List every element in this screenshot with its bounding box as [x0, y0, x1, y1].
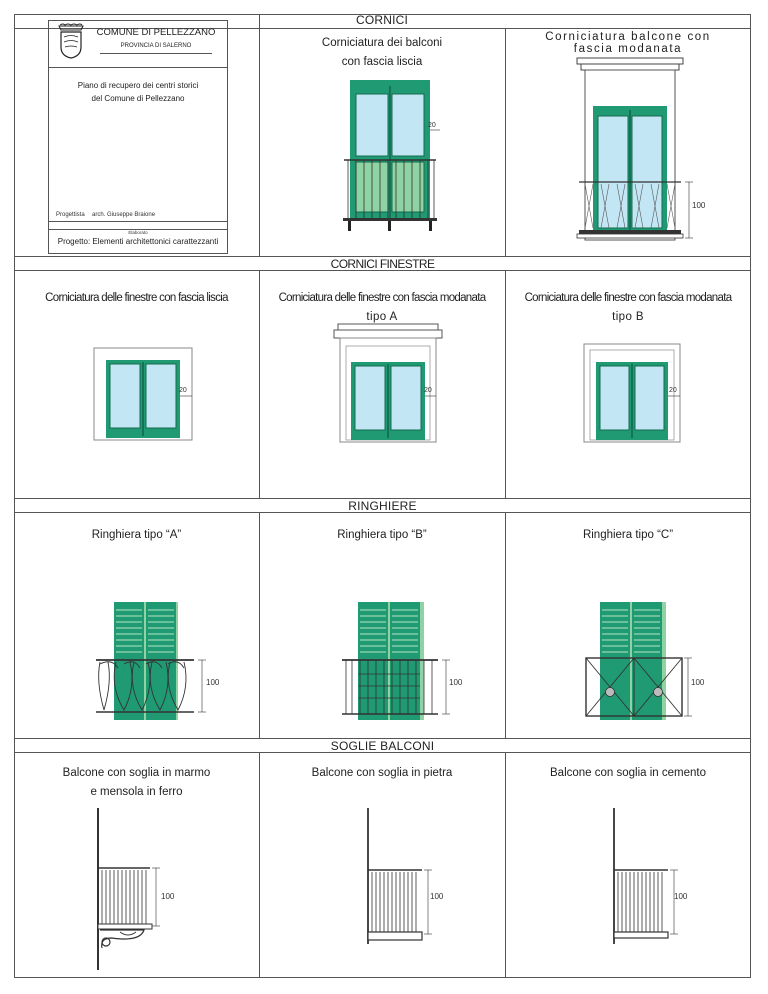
section-title-ringhiere: RINGHIERE [348, 499, 417, 513]
section-title-cornici: CORNICI [355, 13, 409, 27]
progettista-name: arch. Giuseppe Braione [92, 212, 156, 218]
dim-100: 100 [691, 678, 705, 687]
caption-line: e mensola in ferro [90, 786, 183, 798]
dim-100: 100 [674, 892, 688, 901]
caption-line: fascia modanata [573, 43, 683, 55]
caption-finestre-liscia: Corniciatura delle finestre con fascia liscia [45, 292, 228, 304]
progettista-label: Progettista [56, 212, 85, 218]
caption-line: Corniciatura balcone con [545, 31, 711, 43]
provincia-name: PROVINCIA DI SALERNO [120, 43, 192, 49]
caption-line: con fascia liscia [341, 56, 423, 68]
caption-ringhiera-a: Ringhiera tipo “A” [91, 529, 182, 541]
dim-20: 20 [424, 387, 432, 394]
caption-finestre-tipo-a [259, 289, 505, 327]
caption-line: Corniciatura dei balconi [321, 37, 443, 49]
caption-ringhiera-c: Ringhiera tipo “C” [582, 529, 674, 541]
divider [48, 221, 228, 222]
caption-finestre-tipo-b [505, 289, 751, 327]
dim-100: 100 [206, 678, 220, 687]
section-title-cornici-finestre: CORNICI FINESTRE [330, 257, 435, 271]
dim-100: 100 [161, 892, 175, 901]
caption-soglia-marmo [14, 764, 259, 802]
column-divider [505, 512, 506, 738]
caption-balconi-liscia [259, 34, 505, 72]
dim-100: 100 [430, 892, 444, 901]
coat-of-arms-icon [56, 23, 86, 59]
caption-ringhiera-b: Ringhiera tipo “B” [337, 529, 427, 541]
railing-type-a-drawing [94, 602, 214, 722]
column-divider [259, 752, 260, 978]
balcony-stone-sill-drawing [362, 808, 442, 948]
column-divider [505, 28, 506, 256]
comune-name: COMUNE DI PELLEZZANO [96, 27, 216, 38]
column-divider [259, 512, 260, 738]
dim-20: 20 [428, 122, 436, 129]
balcony-moulded-frame-drawing [575, 58, 705, 250]
balcony-marble-sill-drawing [92, 808, 192, 973]
piano-line-2: del Comune di Pellezzano [91, 94, 185, 103]
caption-line: tipo A [366, 311, 398, 323]
caption-line: Corniciatura delle finestre con fascia modanata [524, 292, 732, 304]
caption-line: Balcone con soglia in marmo [62, 767, 211, 779]
railing-type-c-drawing [580, 602, 700, 722]
railing-type-b-drawing [338, 602, 458, 722]
window-type-a-drawing [334, 324, 444, 444]
caption-line: tipo B [612, 311, 644, 323]
balcony-plain-frame-drawing [340, 80, 440, 235]
piano-line-1: Piano di recupero dei centri storici [77, 81, 199, 90]
dim-100: 100 [449, 678, 463, 687]
column-divider [505, 752, 506, 978]
dim-20: 20 [669, 387, 677, 394]
elaborato-title: Progetto: Elementi architettonici carattezzanti [57, 237, 219, 246]
dim-100: 100 [692, 201, 706, 210]
window-plain-frame-drawing [94, 348, 194, 442]
section-title-soglie: SOGLIE BALCONI [330, 739, 435, 753]
caption-soglia-pietra: Balcone con soglia in pietra [311, 767, 453, 779]
caption-soglia-cemento: Balcone con soglia in cemento [550, 767, 706, 779]
window-type-b-drawing [584, 344, 684, 444]
balcony-concrete-sill-drawing [608, 808, 688, 948]
underline [100, 53, 212, 54]
dim-20: 20 [179, 387, 187, 394]
caption-balcone-modanata [505, 31, 751, 55]
elaborato-label: Elaborato [128, 230, 148, 235]
caption-line: Corniciatura delle finestre con fascia modanata [278, 292, 486, 304]
piano-title [48, 79, 228, 105]
